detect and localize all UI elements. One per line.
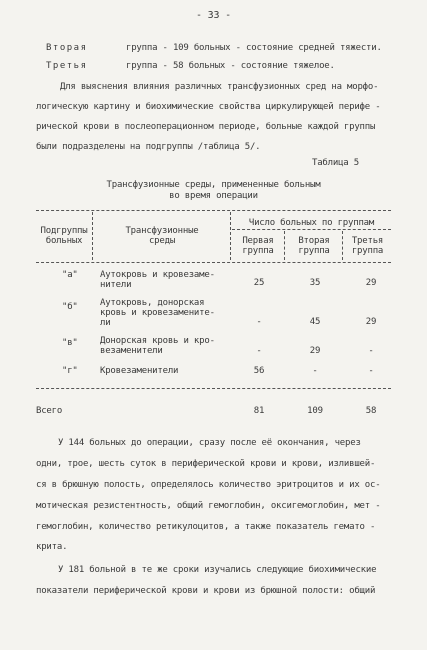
total-g2: 109 (307, 406, 323, 416)
header-g1-line1: Первая (242, 236, 274, 246)
row-b-subgroup: "б" (62, 302, 78, 312)
paragraph2-line2: одни, трое, шесть суток в периферической крови и крови, излившей- (36, 459, 376, 469)
row-c-subgroup: "в" (62, 338, 78, 348)
row-c-g2: 29 (309, 346, 321, 356)
header-g2-line1: Вторая (298, 236, 330, 246)
total-g1: 81 (253, 406, 265, 416)
group2-label: Вторая (46, 43, 88, 53)
header-media-line2: среды (148, 236, 176, 246)
row-b-media-line3: ли (100, 318, 111, 328)
header-g3-line2: группа (351, 246, 384, 256)
paragraph1-line2: логическую картину и биохимические свойства циркулирующей перифе - (36, 102, 381, 112)
paragraph1-line3: рической крови в послеоперационном периоде, больные каждой группы (36, 122, 376, 132)
paragraph2-line3: ся в брюшную полость, определялось количество эритроцитов и их ос- (36, 480, 381, 490)
header-g1-line2: группа (242, 246, 274, 256)
row-a-subgroup: "а" (62, 270, 78, 280)
row-d-g1: 56 (253, 366, 265, 376)
header-g2-line2: группа (298, 246, 330, 256)
table-title-line1: Трансфузионные среды, примененные больным (106, 180, 321, 190)
row-d-g3: - (368, 366, 374, 376)
header-subgroup-line1: Подгруппы (40, 226, 88, 236)
table-label: Таблица 5 (312, 158, 359, 168)
paragraph3-line1: У 181 больной в те же сроки изучались следующие биохимические (58, 565, 377, 575)
row-c-media-line2: везаменители (100, 346, 163, 356)
page-number: - 33 - (196, 10, 231, 21)
row-b-g2: 45 (309, 317, 321, 327)
table-title-line2: во время операции (169, 191, 258, 201)
row-b-g1: - (256, 317, 262, 327)
paragraph2-line1: У 144 больных до операции, сразу после её окончания, через (58, 438, 361, 448)
group3-label: Третья (46, 61, 88, 71)
table-divider-3 (284, 231, 285, 260)
group2-text: группа - 109 больных - состояние средней тяжести. (126, 43, 382, 53)
group3-text: группа - 58 больных - состояние тяжелое. (126, 61, 335, 71)
table-top-rule (36, 210, 391, 211)
total-g3: 58 (365, 406, 377, 416)
table-divider-1 (92, 212, 93, 260)
row-b-media-line2: кровь и кровезамените- (100, 308, 215, 318)
total-label: Всего (36, 406, 63, 416)
row-d-media-line1: Кровезаменители (100, 366, 179, 376)
row-a-g1: 25 (253, 278, 265, 288)
header-media-line1: Трансфузионные (125, 226, 199, 236)
paragraph2-line5: гемоглобин, количество ретикулоцитов, а также показатель гемато - (36, 522, 376, 532)
table-group-rule (232, 229, 391, 230)
row-c-media-line1: Донорская кровь и кро- (100, 336, 215, 346)
row-d-subgroup: "г" (62, 366, 78, 376)
row-a-g3: 29 (365, 278, 377, 288)
paragraph2-line4: мотическая резистентность, общий гемоглобин, оксигемоглобин, мет - (36, 501, 381, 511)
row-b-media-line1: Аутокровь, донорская (100, 298, 205, 308)
row-b-g3: 29 (365, 317, 377, 327)
paragraph1-line1: Для выяснения влияния различных трансфузионных сред на морфо- (60, 82, 379, 92)
header-subgroup-line2: больных (45, 236, 83, 246)
row-d-g2: - (312, 366, 318, 376)
row-a-media-line1: Аутокровь и кровезаме- (100, 270, 215, 280)
row-c-g3: - (368, 346, 374, 356)
table-divider-2 (230, 212, 231, 260)
table-total-rule (36, 388, 391, 389)
paragraph3-line2: показатели периферической крови и крови из брюшной полости: общий (36, 586, 376, 596)
row-a-g2: 35 (309, 278, 321, 288)
row-a-media-line2: нители (100, 280, 132, 290)
table-divider-4 (342, 231, 343, 260)
paragraph2-line6: крита. (36, 542, 68, 552)
table-header-rule (36, 262, 391, 263)
paragraph1-line4: были подразделены на подгруппы /таблица 5/. (36, 142, 261, 152)
row-c-g1: - (256, 346, 262, 356)
header-groups: Число больных по группам (248, 218, 375, 228)
header-g3-line1: Третья (351, 236, 384, 246)
